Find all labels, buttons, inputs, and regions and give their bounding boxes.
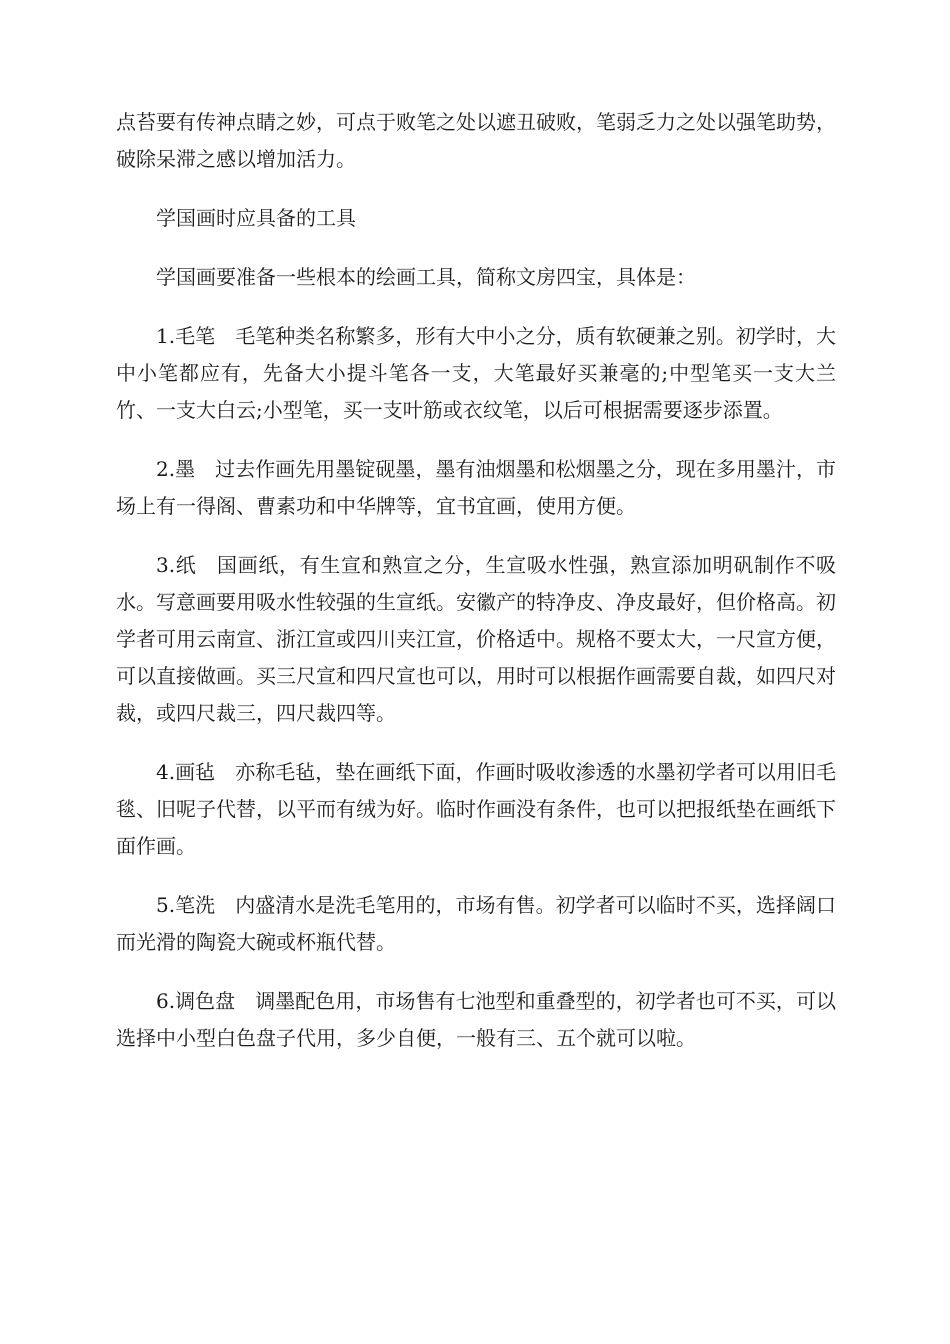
paragraph-intro: 学国画要准备一些根本的绘画工具，简称文房四宝，具体是： <box>156 265 696 289</box>
document-page <box>116 104 836 1079</box>
paragraph-palette: 6.调色盘 调墨配色用，市场售有七池型和重叠型的，初学者也可不买，可以选择中小型白色盘子代用，多少自便，一般有三、五个就可以啦。 <box>116 989 836 1050</box>
section-heading: 学国画时应具备的工具 <box>156 206 356 230</box>
paragraph-brush-washer: 5.笔洗 内盛清水是洗毛笔用的，市场有售。初学者可以临时不买，选择阔口而光滑的陶瓷大碗或杯瓶代替。 <box>116 893 836 954</box>
paragraph-ink: 2.墨 过去作画先用墨锭砚墨，墨有油烟墨和松烟墨之分，现在多用墨汁，市场上有一得阁、曹素功和中华牌等，宜书宜画，使用方便。 <box>116 457 836 518</box>
paragraph-brush: 1.毛笔 毛笔种类名称繁多，形有大中小之分，质有软硬兼之别。初学时，大中小笔都应有，先备大小提斗笔各一支，大笔最好买兼毫的;中型笔买一支大兰竹、一支大白云;小型笔，买一支叶筋或衣纹笔，以后可根据需要逐步添置。 <box>116 324 836 422</box>
paragraph-paper: 3.纸 国画纸，有生宣和熟宣之分，生宣吸水性强，熟宣添加明矾制作不吸水。写意画要用吸水性较强的生宣纸。安徽产的特净皮、净皮最好，但价格高。初学者可用云南宣、浙江宣或四川夹江宣，价格适中。规格不要太大，一尺宣方便，可以直接做画。买三尺宣和四尺宣也可以，用时可以根据作画需要自裁，如四尺对裁，或四尺裁三，四尺裁四等。 <box>116 553 836 725</box>
paragraph-felt: 4.画毡 亦称毛毡，垫在画纸下面，作画时吸收渗透的水墨初学者可以用旧毛毯、旧呢子代替，以平而有绒为好。临时作画没有条件，也可以把报纸垫在画纸下面作画。 <box>116 760 836 858</box>
paragraph-continuation: 点苔要有传神点睛之妙，可点于败笔之处以遮丑破败，笔弱乏力之处以强笔助势，破除呆滞之感以增加活力。 <box>116 110 836 171</box>
